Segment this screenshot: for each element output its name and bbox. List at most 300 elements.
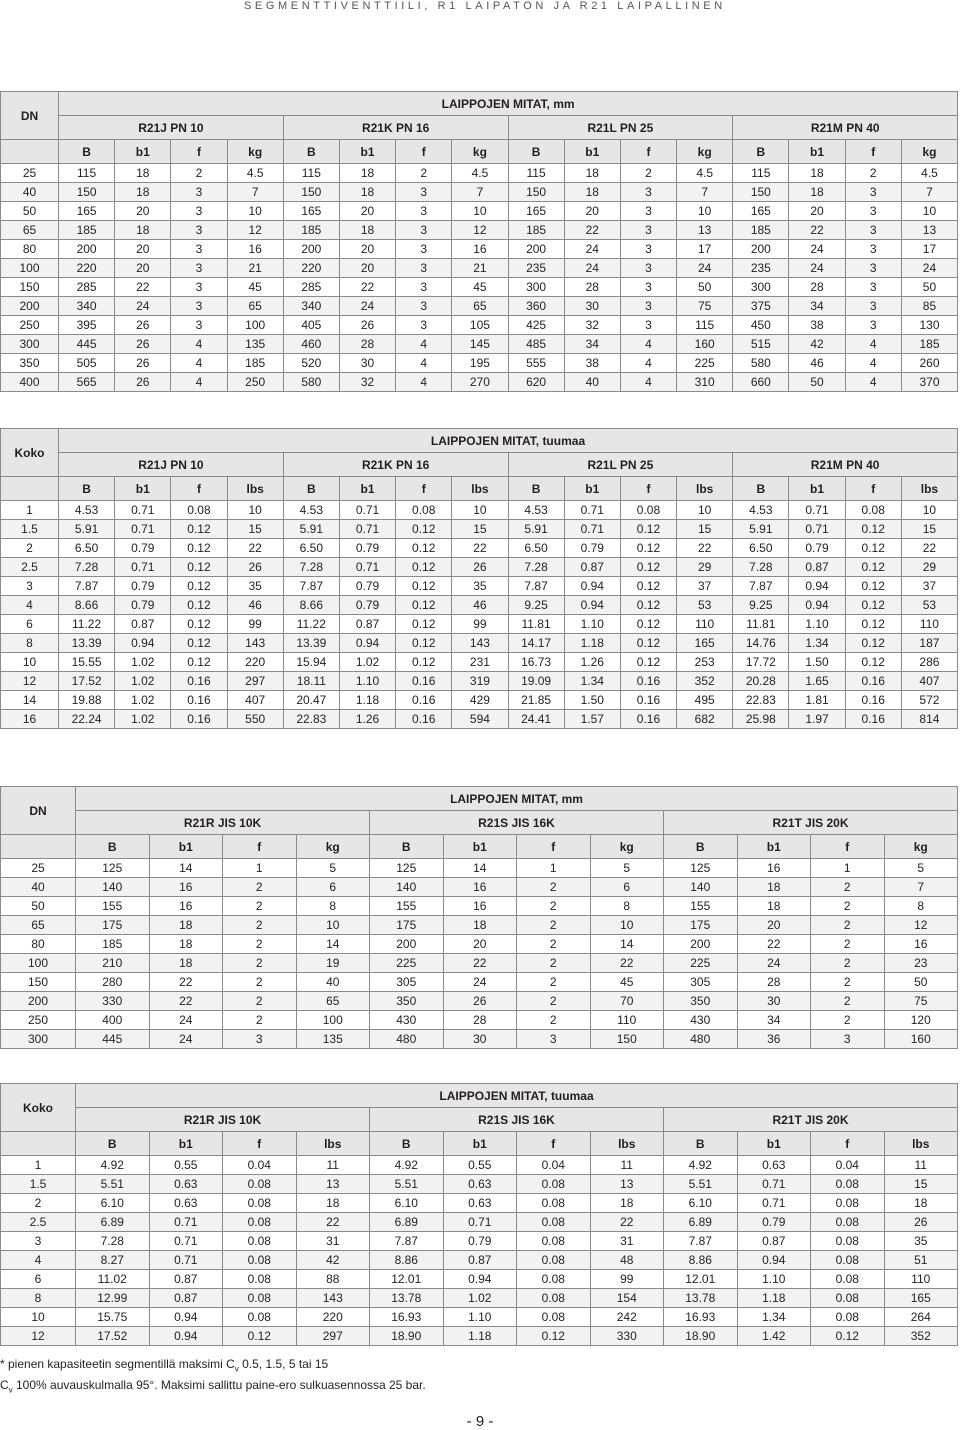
table-cell: 330 [76, 992, 150, 1011]
table-cell: 2 [517, 916, 591, 935]
column-header: B [370, 1132, 444, 1156]
page-number: - 9 - [466, 1413, 494, 1430]
table-cell: 7 [901, 183, 957, 202]
table-cell: 1.18 [737, 1289, 811, 1308]
table-cell: 200 [370, 935, 444, 954]
table-cell: 24 [789, 240, 845, 259]
table-cell: 3 [845, 183, 901, 202]
table-cell: 352 [677, 672, 733, 691]
table-cell: 18 [339, 164, 395, 183]
table-cell: 16.73 [508, 653, 564, 672]
table-cell: 30 [339, 354, 395, 373]
row-size-cell: 12 [1, 672, 59, 691]
table-cell: 0.16 [620, 672, 676, 691]
table-cell: 0.12 [845, 577, 901, 596]
table-cell: 572 [901, 691, 957, 710]
column-header: b1 [564, 477, 620, 501]
column-header: B [76, 1132, 150, 1156]
table-cell: 0.08 [811, 1232, 885, 1251]
footnote-2-sub: v [8, 1385, 13, 1395]
table-cell: 18 [339, 221, 395, 240]
table-cell: 53 [677, 596, 733, 615]
table-cell: 45 [452, 278, 508, 297]
table-cell: 0.16 [845, 691, 901, 710]
table-cell: 242 [590, 1308, 664, 1327]
table-cell: 220 [59, 259, 115, 278]
table-cell: 1.10 [339, 672, 395, 691]
table-cell: 6.10 [370, 1194, 444, 1213]
table-row [1, 1011, 958, 1030]
table-cell: 2 [811, 878, 885, 897]
table-cell: 5.51 [76, 1175, 150, 1194]
table-cell: 24 [149, 1030, 223, 1049]
table-cell: 5 [884, 859, 958, 878]
table-cell: 0.12 [396, 634, 452, 653]
table-cell: 7.87 [59, 577, 115, 596]
table-cell: 16.93 [664, 1308, 738, 1327]
table-cell: 3 [171, 297, 227, 316]
table-cell: 13.39 [59, 634, 115, 653]
table-cell: 0.87 [149, 1289, 223, 1308]
table-cell: 0.94 [443, 1270, 517, 1289]
table-cell: 16 [452, 240, 508, 259]
table-title: LAIPPOJEN MITAT, mm [59, 92, 958, 116]
table-cell: 0.71 [443, 1213, 517, 1232]
row-size-cell: 100 [1, 954, 76, 973]
table-cell: 2 [223, 992, 297, 1011]
table-cell: 0.08 [223, 1213, 297, 1232]
column-header: f [845, 477, 901, 501]
table-cell: 9.25 [733, 596, 789, 615]
table-cell: 1.10 [789, 615, 845, 634]
table-row [1, 615, 958, 634]
table-cell: 445 [59, 335, 115, 354]
table-cell: 155 [370, 897, 444, 916]
table-cell: 20 [339, 259, 395, 278]
column-header: B [508, 140, 564, 164]
table-cell: 1.26 [339, 710, 395, 729]
row-size-cell: 3 [1, 1232, 76, 1251]
table-cell: 0.08 [223, 1194, 297, 1213]
column-header: b1 [789, 140, 845, 164]
table-cell: 6.50 [508, 539, 564, 558]
table-cell: 2 [517, 1011, 591, 1030]
table-row [1, 1194, 958, 1213]
table-cell: 12 [884, 916, 958, 935]
table-row [1, 240, 958, 259]
table-cell: 0.08 [517, 1251, 591, 1270]
table-cell: 18 [115, 164, 171, 183]
table-cell: 0.94 [789, 577, 845, 596]
pressure-class-header: R21K PN 16 [283, 453, 508, 477]
table-cell: 195 [452, 354, 508, 373]
table-cell: 26 [115, 373, 171, 392]
table-cell: 0.08 [620, 501, 676, 520]
table-cell: 4.92 [76, 1156, 150, 1175]
table-row [1, 710, 958, 729]
table-cell: 3 [845, 316, 901, 335]
table-cell: 11 [884, 1156, 958, 1175]
table-row [1, 316, 958, 335]
table-cell: 4 [171, 354, 227, 373]
table-cell: 580 [283, 373, 339, 392]
column-header: b1 [115, 477, 171, 501]
table-cell: 0.94 [737, 1251, 811, 1270]
table-cell: 22 [590, 954, 664, 973]
table-cell: 18 [564, 164, 620, 183]
table-cell: 1.97 [789, 710, 845, 729]
table-cell: 3 [620, 297, 676, 316]
pressure-class-header: R21J PN 10 [59, 453, 284, 477]
table-cell: 2 [517, 973, 591, 992]
table-row [1, 1251, 958, 1270]
table-cell: 154 [590, 1289, 664, 1308]
table-row [1, 1175, 958, 1194]
column-header: B [733, 477, 789, 501]
column-header: B [370, 835, 444, 859]
table-cell: 4.5 [901, 164, 957, 183]
table-cell: 460 [283, 335, 339, 354]
table-row [1, 634, 958, 653]
row-size-cell: 250 [1, 316, 59, 335]
table-cell: 0.71 [149, 1213, 223, 1232]
table-cell: 330 [590, 1327, 664, 1346]
table-cell: 370 [901, 373, 957, 392]
table-cell: 150 [733, 183, 789, 202]
table-cell: 2 [517, 992, 591, 1011]
table-cell: 26 [884, 1213, 958, 1232]
table-cell: 99 [452, 615, 508, 634]
column-header: lbs [452, 477, 508, 501]
table-cell: 682 [677, 710, 733, 729]
table-cell: 15.75 [76, 1308, 150, 1327]
table-cell: 21.85 [508, 691, 564, 710]
table-cell: 115 [283, 164, 339, 183]
table-cell: 46 [789, 354, 845, 373]
table-cell: 0.08 [223, 1175, 297, 1194]
table-cell: 165 [508, 202, 564, 221]
table-cell: 75 [677, 297, 733, 316]
table-cell: 231 [452, 653, 508, 672]
footnotes [0, 1356, 426, 1399]
row-size-cell: 40 [1, 183, 59, 202]
table-cell: 2 [811, 1011, 885, 1030]
table-cell: 270 [452, 373, 508, 392]
table-cell: 24 [339, 297, 395, 316]
table-cell: 4 [620, 354, 676, 373]
table-cell: 1.26 [564, 653, 620, 672]
footnote-1-rest: 0.5, 1.5, 5 tai 15 [238, 1357, 329, 1371]
table-cell: 10 [901, 202, 957, 221]
column-header: b1 [737, 835, 811, 859]
column-header: kg [901, 140, 957, 164]
table-cell: 3 [845, 240, 901, 259]
table-cell: 2 [171, 164, 227, 183]
table-row [1, 202, 958, 221]
column-header: f [171, 477, 227, 501]
table-cell: 0.12 [620, 634, 676, 653]
table-cell: 1 [223, 859, 297, 878]
table-cell: 15 [677, 520, 733, 539]
table-cell: 50 [677, 278, 733, 297]
table-cell: 305 [370, 973, 444, 992]
table-cell: 0.94 [564, 596, 620, 615]
table-cell: 25.98 [733, 710, 789, 729]
table-cell: 18 [339, 183, 395, 202]
table-row [1, 577, 958, 596]
table-cell: 0.12 [171, 596, 227, 615]
table-cell: 0.63 [737, 1156, 811, 1175]
table-cell: 4 [620, 335, 676, 354]
table-cell: 8 [590, 897, 664, 916]
table-cell: 0.08 [517, 1289, 591, 1308]
table-cell: 0.04 [223, 1156, 297, 1175]
table-cell: 0.71 [115, 501, 171, 520]
table-cell: 15 [901, 520, 957, 539]
table-cell: 3 [171, 183, 227, 202]
table-cell: 100 [227, 316, 283, 335]
table-cell: 13 [296, 1175, 370, 1194]
table-cell: 150 [283, 183, 339, 202]
table-cell: 6 [590, 878, 664, 897]
table-cell: 225 [664, 954, 738, 973]
table-cell: 0.87 [339, 615, 395, 634]
column-header: f [517, 835, 591, 859]
table-cell: 280 [76, 973, 150, 992]
table-cell: 225 [677, 354, 733, 373]
spec-table [0, 1083, 958, 1346]
table-cell: 0.16 [620, 691, 676, 710]
column-header-blank [1, 477, 59, 501]
table-cell: 0.94 [115, 634, 171, 653]
table-row [1, 1213, 958, 1232]
table-cell: 20 [443, 935, 517, 954]
column-header: kg [590, 835, 664, 859]
table-cell: 125 [664, 859, 738, 878]
table-cell: 200 [508, 240, 564, 259]
table-row [1, 1270, 958, 1289]
column-header: B [76, 835, 150, 859]
table-cell: 26 [115, 316, 171, 335]
table-cell: 4.53 [508, 501, 564, 520]
table-cell: 555 [508, 354, 564, 373]
table-cell: 165 [59, 202, 115, 221]
table-cell: 8.66 [59, 596, 115, 615]
table-cell: 1.65 [789, 672, 845, 691]
table-cell: 17.52 [59, 672, 115, 691]
pressure-class-header: R21R JIS 10K [76, 1108, 370, 1132]
row-size-cell: 80 [1, 935, 76, 954]
table-cell: 21 [227, 259, 283, 278]
table-cell: 253 [677, 653, 733, 672]
table-cell: 65 [452, 297, 508, 316]
table-cell: 185 [227, 354, 283, 373]
table-cell: 24 [564, 259, 620, 278]
table-cell: 18 [737, 897, 811, 916]
row-size-cell: 1 [1, 501, 59, 520]
table-cell: 26 [339, 316, 395, 335]
table-cell: 14 [443, 859, 517, 878]
table-cell: 4 [396, 335, 452, 354]
row-size-cell: 2 [1, 539, 59, 558]
row-size-cell: 100 [1, 259, 59, 278]
table-cell: 26 [115, 354, 171, 373]
row-size-cell: 4 [1, 1251, 76, 1270]
table-cell: 2 [811, 897, 885, 916]
column-header-blank [1, 835, 76, 859]
footnote-1-sub: v [234, 1364, 239, 1374]
table-cell: 50 [789, 373, 845, 392]
table-cell: 46 [452, 596, 508, 615]
table-cell: 3 [845, 221, 901, 240]
table-cell: 250 [227, 373, 283, 392]
table-cell: 0.12 [811, 1327, 885, 1346]
column-header: f [223, 835, 297, 859]
table-cell: 20 [564, 202, 620, 221]
column-header: lbs [296, 1132, 370, 1156]
table-cell: 3 [620, 221, 676, 240]
table-cell: 12 [452, 221, 508, 240]
table-cell: 13 [677, 221, 733, 240]
column-header: f [223, 1132, 297, 1156]
table-cell: 375 [733, 297, 789, 316]
table-cell: 185 [901, 335, 957, 354]
table-cell: 18 [737, 878, 811, 897]
table-cell: 2 [517, 935, 591, 954]
row-size-cell: 1.5 [1, 1175, 76, 1194]
table-cell: 18 [789, 183, 845, 202]
table-cell: 22 [339, 278, 395, 297]
table-cell: 160 [884, 1030, 958, 1049]
table-cell: 5.91 [733, 520, 789, 539]
table-cell: 16 [149, 897, 223, 916]
row-size-cell: 25 [1, 164, 59, 183]
row-size-cell: 400 [1, 373, 59, 392]
column-header: lbs [901, 477, 957, 501]
table-cell: 14.17 [508, 634, 564, 653]
table-cell: 2 [517, 878, 591, 897]
column-header: kg [227, 140, 283, 164]
table-cell: 5.91 [59, 520, 115, 539]
table-cell: 0.16 [171, 710, 227, 729]
corner-header: DN [1, 92, 59, 140]
table-cell: 220 [296, 1308, 370, 1327]
table-cell: 15 [884, 1175, 958, 1194]
table-cell: 2 [811, 916, 885, 935]
table-cell: 4 [845, 373, 901, 392]
table-cell: 7.28 [733, 558, 789, 577]
table-cell: 3 [620, 183, 676, 202]
row-size-cell: 300 [1, 335, 59, 354]
table-cell: 3 [171, 278, 227, 297]
table-cell: 0.79 [115, 577, 171, 596]
table-cell: 0.71 [339, 558, 395, 577]
table-cell: 0.94 [149, 1327, 223, 1346]
table-row [1, 653, 958, 672]
table-cell: 0.12 [171, 539, 227, 558]
table-cell: 6.50 [283, 539, 339, 558]
table-cell: 88 [296, 1270, 370, 1289]
table-cell: 99 [590, 1270, 664, 1289]
table-cell: 2 [845, 164, 901, 183]
table-cell: 75 [884, 992, 958, 1011]
row-size-cell: 14 [1, 691, 59, 710]
table-cell: 42 [789, 335, 845, 354]
table-cell: 15.55 [59, 653, 115, 672]
table-cell: 4.53 [733, 501, 789, 520]
table-cell: 145 [452, 335, 508, 354]
table-cell: 0.16 [396, 691, 452, 710]
table-cell: 16 [443, 897, 517, 916]
table-row [1, 596, 958, 615]
table-cell: 0.08 [811, 1289, 885, 1308]
table-cell: 0.12 [845, 596, 901, 615]
row-size-cell: 1 [1, 1156, 76, 1175]
table-cell: 340 [283, 297, 339, 316]
table-row [1, 259, 958, 278]
table-cell: 0.71 [789, 501, 845, 520]
table-cell: 165 [884, 1289, 958, 1308]
table-cell: 23 [884, 954, 958, 973]
table-cell: 2 [811, 992, 885, 1011]
table-title: LAIPPOJEN MITAT, mm [76, 787, 958, 811]
column-header: f [620, 477, 676, 501]
table-cell: 15.94 [283, 653, 339, 672]
table-cell: 4.53 [59, 501, 115, 520]
table-row [1, 916, 958, 935]
table-cell: 0.71 [564, 520, 620, 539]
table-cell: 200 [59, 240, 115, 259]
table-cell: 16.93 [370, 1308, 444, 1327]
column-header: lbs [884, 1132, 958, 1156]
table-cell: 15 [227, 520, 283, 539]
table-row [1, 878, 958, 897]
table-cell: 0.12 [845, 634, 901, 653]
table-row [1, 278, 958, 297]
table-cell: 18.11 [283, 672, 339, 691]
table-cell: 3 [620, 259, 676, 278]
table-cell: 3 [811, 1030, 885, 1049]
table-cell: 12.01 [370, 1270, 444, 1289]
flange-table-inch-jis [0, 1083, 957, 1346]
table-cell: 7.87 [283, 577, 339, 596]
table-cell: 8.27 [76, 1251, 150, 1270]
table-cell: 0.87 [443, 1251, 517, 1270]
table-cell: 24 [149, 1011, 223, 1030]
table-cell: 2 [811, 935, 885, 954]
table-cell: 4.92 [664, 1156, 738, 1175]
column-header: kg [452, 140, 508, 164]
table-cell: 135 [227, 335, 283, 354]
table-cell: 28 [737, 973, 811, 992]
table-cell: 0.08 [171, 501, 227, 520]
table-cell: 6.50 [59, 539, 115, 558]
table-cell: 485 [508, 335, 564, 354]
table-cell: 0.08 [396, 501, 452, 520]
table-cell: 0.16 [845, 710, 901, 729]
table-cell: 14 [590, 935, 664, 954]
table-cell: 4.5 [452, 164, 508, 183]
table-cell: 53 [901, 596, 957, 615]
table-cell: 0.79 [115, 596, 171, 615]
table-cell: 285 [59, 278, 115, 297]
table-cell: 1 [517, 859, 591, 878]
table-cell: 46 [227, 596, 283, 615]
table-cell: 16 [227, 240, 283, 259]
table-cell: 2 [517, 897, 591, 916]
table-cell: 0.16 [620, 710, 676, 729]
table-cell: 7 [227, 183, 283, 202]
